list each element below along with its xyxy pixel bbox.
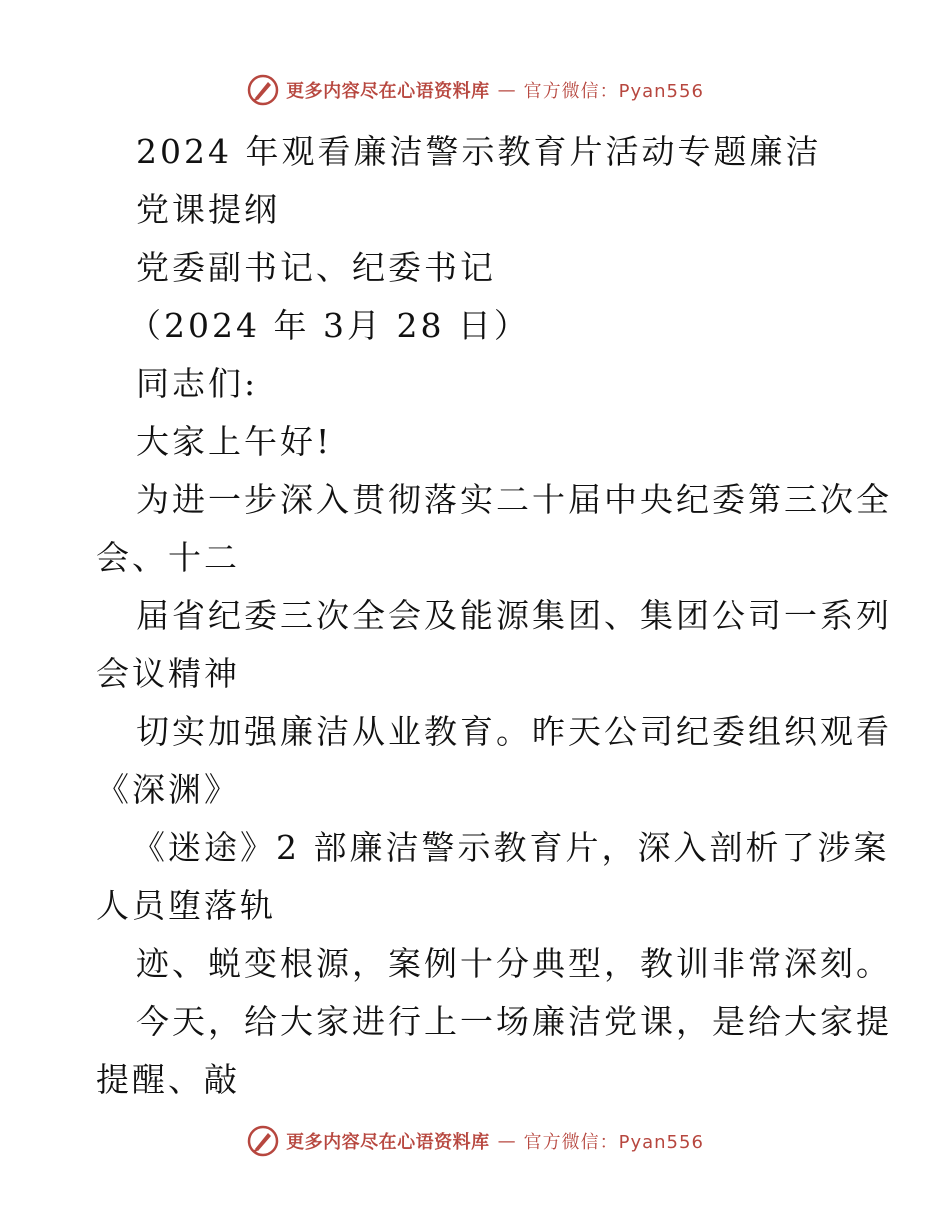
paragraph-2-line-2: 会议精神 <box>96 654 240 693</box>
paragraph-3-line-1: 切实加强廉洁从业教育。昨天公司纪委组织观看 <box>136 712 892 751</box>
paragraph-5-line-1: 迹、蜕变根源，案例十分典型，教训非常深刻。 <box>136 944 892 983</box>
watermark-contact: 官方微信：Pyan556 <box>523 81 704 102</box>
paragraph-2-line-1: 届省纪委三次全会及能源集团、集团公司一系列 <box>136 596 892 635</box>
document-title-line-2: 党课提纲 <box>136 190 280 229</box>
quill-pen-icon <box>246 1124 280 1158</box>
paragraph-1-line-2: 会、十二 <box>96 538 240 577</box>
quill-pen-icon <box>246 73 280 107</box>
greeting: 大家上午好! <box>136 422 333 461</box>
document-author: 党委副书记、纪委书记 <box>136 248 496 287</box>
paragraph-4-line-2: 人员堕落轨 <box>96 886 276 925</box>
footer-watermark <box>0 1124 950 1158</box>
paragraph-6-line-2: 提醒、敲 <box>96 1060 240 1099</box>
salutation: 同志们: <box>136 364 259 403</box>
paragraph-3-line-2: 《深渊》 <box>96 770 240 809</box>
watermark-separator: — <box>497 79 516 101</box>
document-body <box>96 123 892 1109</box>
header-watermark <box>0 73 950 107</box>
watermark-text: 更多内容尽在心语资料库 <box>286 1132 490 1153</box>
watermark-contact: 官方微信：Pyan556 <box>523 1132 704 1153</box>
paragraph-4-line-1: 《迷途》2 部廉洁警示教育片，深入剖析了涉案 <box>132 828 890 867</box>
paragraph-6-line-1: 今天，给大家进行上一场廉洁党课，是给大家提 <box>136 1002 892 1041</box>
document-title-line-1: 2024 年观看廉洁警示教育片活动专题廉洁 <box>136 132 822 171</box>
watermark-separator: — <box>497 1130 516 1152</box>
document-date: （2024 年 3月 28 日） <box>128 306 530 345</box>
paragraph-1-line-1: 为进一步深入贯彻落实二十届中央纪委第三次全 <box>136 480 892 519</box>
watermark-text: 更多内容尽在心语资料库 <box>286 81 490 102</box>
